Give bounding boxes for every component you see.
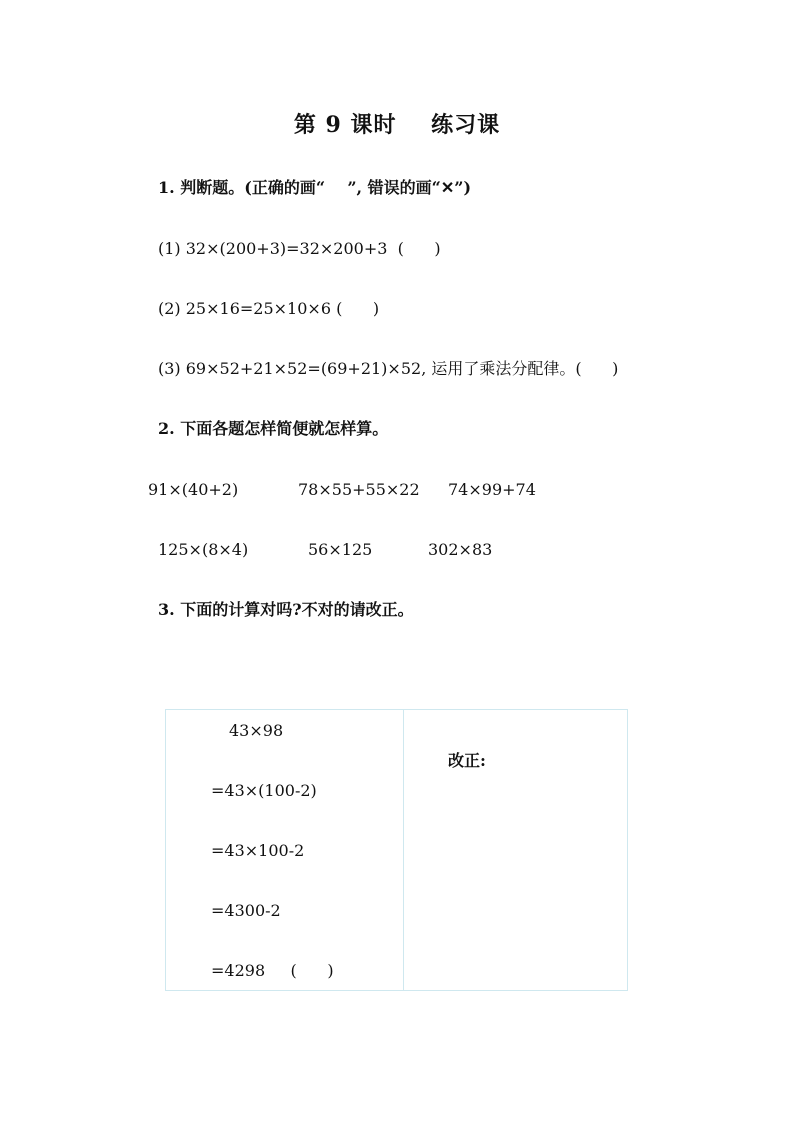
calc-step-1: 43×98 xyxy=(229,721,284,740)
expression-5: 56×125 xyxy=(308,540,373,559)
correction-table xyxy=(165,709,628,991)
calc-step-4: =4300-2 xyxy=(211,901,281,920)
expression-1: 91×(40+2) xyxy=(148,480,239,499)
expression-3: 74×99+74 xyxy=(448,480,536,499)
correction-label: 改正: xyxy=(448,751,486,770)
calc-step-3: =43×100-2 xyxy=(211,841,305,860)
question-1-item-3: (3) 69×52+21×52=(69+21)×52, 运用了乘法分配律。( ) xyxy=(158,359,619,378)
question-1-item-2: (2) 25×16=25×10×6 ( ) xyxy=(158,299,380,318)
question-3-heading: 3. 下面的计算对吗?不对的请改正。 xyxy=(158,600,414,619)
question-1-item-1: (1) 32×(200+3)=32×200+3 ( ) xyxy=(158,239,441,258)
question-1-heading: 1. 判断题。(正确的画“ ”, 错误的画“✕”) xyxy=(158,178,472,197)
page-title: 第 9 课时 练习课 xyxy=(293,112,501,138)
expression-6: 302×83 xyxy=(428,540,493,559)
calc-step-5: =4298 ( ) xyxy=(211,961,334,980)
expression-2: 78×55+55×22 xyxy=(298,480,420,499)
expression-4: 125×(8×4) xyxy=(158,540,249,559)
calc-step-2: =43×(100-2) xyxy=(211,781,317,800)
table-divider xyxy=(403,710,404,990)
question-2-heading: 2. 下面各题怎样简便就怎样算。 xyxy=(158,419,389,438)
